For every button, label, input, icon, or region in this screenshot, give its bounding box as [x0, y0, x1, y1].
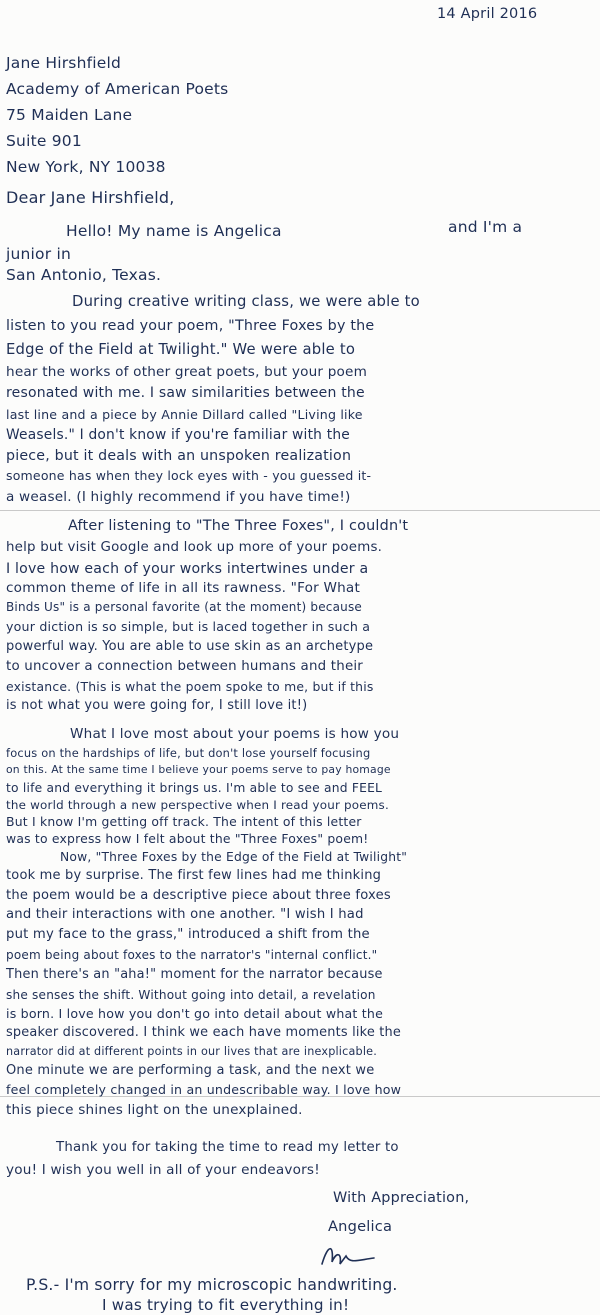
paragraph-line: she senses the shift. Without going into detail, a revelation — [6, 988, 376, 1002]
address-line: Academy of American Poets — [6, 80, 229, 98]
letter-date: 14 April 2016 — [437, 6, 538, 22]
paragraph-5-line: Thank you for taking the time to read my letter to — [56, 1140, 399, 1155]
paragraph-line: and their interactions with one another. "I wish I had — [6, 907, 364, 922]
paragraph-line: But I know I'm getting off track. The intent of this letter — [6, 814, 362, 829]
paragraph-line: someone has when they lock eyes with - you guessed it- — [6, 468, 372, 483]
fold-crease — [0, 510, 600, 511]
paragraph-line: poem being about foxes to the narrator's "internal conflict." — [6, 948, 378, 962]
paragraph-line: Weasels." I don't know if you're familiar with the — [6, 427, 350, 443]
paragraph-line: Edge of the Field at Twilight." We were able to — [6, 341, 356, 358]
paragraph-line: on this. At the same time I believe your poems serve to pay homage — [6, 763, 391, 776]
address-line: Suite 901 — [6, 132, 82, 150]
paragraph-line: the poem would be a descriptive piece about three foxes — [6, 888, 391, 903]
paragraph-line: to life and everything it brings us. I'm able to see and FEEL — [6, 781, 383, 795]
signature-scribble-icon — [318, 1238, 378, 1274]
paragraph-line: Then there's an "aha!" moment for the narrator because — [6, 967, 383, 982]
paragraph-line: narrator did at different points in our lives that are inexplicable. — [6, 1045, 377, 1058]
address-line: Jane Hirshfield — [6, 54, 122, 72]
paragraph-line: the world through a new perspective when I read your poems. — [6, 798, 389, 812]
paragraph-line: speaker discovered. I think we each have moments like the — [6, 1025, 402, 1040]
closing: With Appreciation, — [333, 1190, 470, 1206]
paragraph-line: hear the works of other great poets, but your poem — [6, 364, 368, 380]
paragraph-line: help but visit Google and look up more of your poems. — [6, 540, 383, 555]
paragraph-line: Binds Us" is a personal favorite (at the moment) because — [6, 600, 362, 614]
paragraph-line: is not what you were going for, I still love it!) — [6, 698, 308, 713]
paragraph-line: listen to you read your poem, "Three Foxes by the — [6, 318, 375, 334]
salutation: Dear Jane Hirshfield, — [6, 188, 175, 207]
paragraph-line: One minute we are performing a task, and the next we — [6, 1063, 375, 1078]
paragraph-line: After listening to "The Three Foxes", I couldn't — [68, 518, 409, 534]
paragraph-line: During creative writing class, we were able to — [72, 293, 420, 310]
paragraph-line: powerful way. You are able to use skin as an archetype — [6, 639, 374, 654]
paragraph-line: feel completely changed in an undescribable way. I love how — [6, 1082, 402, 1097]
paragraph-line: resonated with me. I saw similarities between the — [6, 385, 365, 401]
paragraph-line: this piece shines light on the unexplained. — [6, 1102, 303, 1118]
paragraph-line: was to express how I felt about the "Three Foxes" poem! — [6, 831, 369, 846]
paragraph-line: focus on the hardships of life, but don't lose yourself focusing — [6, 746, 371, 760]
paragraph-line: took me by surprise. The first few lines had me thinking — [6, 868, 382, 883]
intro-line: San Antonio, Texas. — [6, 266, 162, 284]
paragraph-line: your diction is so simple, but is laced together in such a — [6, 619, 371, 634]
paragraph-line: I love how each of your works intertwines under a — [6, 561, 369, 577]
paragraph-line: put my face to the grass," introduced a shift from the — [6, 927, 370, 942]
address-line: 75 Maiden Lane — [6, 106, 133, 124]
paragraph-line: a weasel. (I highly recommend if you have time!) — [6, 489, 351, 505]
paragraph-5-line: you! I wish you well in all of your endeavors! — [6, 1162, 320, 1178]
intro-line: and I'm a — [448, 218, 523, 236]
intro-line: Hello! My name is Angelica — [66, 222, 282, 240]
signature-name: Angelica — [328, 1218, 393, 1235]
paragraph-line: What I love most about your poems is how you — [70, 726, 400, 742]
address-line: New York, NY 10038 — [6, 158, 166, 176]
paragraph-line: common theme of life in all its rawness. "For What — [6, 580, 360, 596]
paragraph-line: piece, but it deals with an unspoken realization — [6, 448, 352, 464]
paragraph-line: Now, "Three Foxes by the Edge of the Field at Twilight" — [60, 850, 408, 864]
postscript-line: I was trying to fit everything in! — [102, 1296, 350, 1314]
paragraph-line: is born. I love how you don't go into detail about what the — [6, 1006, 384, 1021]
paragraph-line: to uncover a connection between humans and their — [6, 659, 364, 674]
paragraph-line: existance. (This is what the poem spoke to me, but if this — [6, 679, 374, 694]
paragraph-line: last line and a piece by Annie Dillard called "Living like — [6, 407, 363, 422]
intro-line: junior in — [6, 245, 71, 263]
postscript-line: P.S.- I'm sorry for my microscopic handwriting. — [26, 1276, 398, 1294]
